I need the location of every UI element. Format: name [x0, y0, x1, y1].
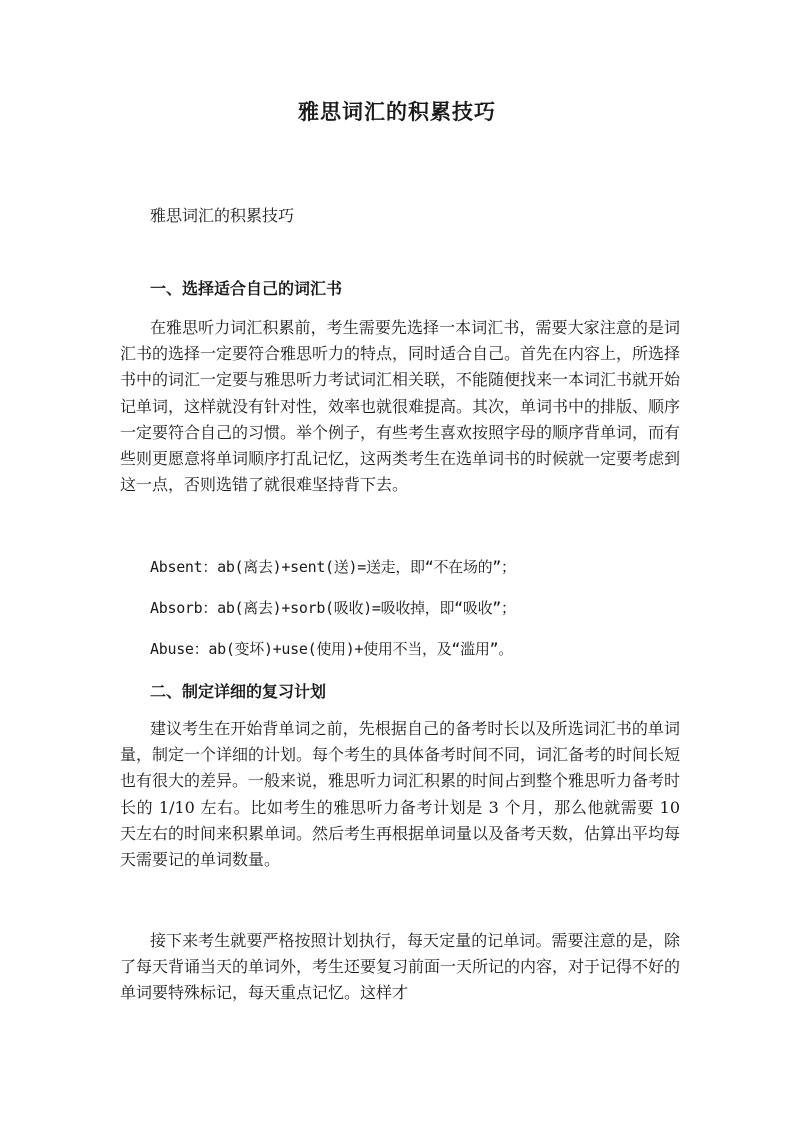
- section-heading-1: 一、选择适合自己的词汇书: [150, 279, 343, 298]
- section-2-paragraph-1: 建议考生在开始背单词之前，先根据自己的备考时长以及所选词汇书的单词量，制定一个详细的计划。每个考生的具体备考时间不同，词汇备考的时间长短也有很大的差异。一般来说，雅思听力词汇积累的时间占到整个雅思听力备考时长的 1/10 左右。比如考生的雅思听力备考计划是 3 个月，那么他就需要 10 天左右的时间来积累单词。然后考生再根据单词量以及备考天数，估算出平均每天需要记的单词数量。: [120, 719, 681, 870]
- example-abuse: Abuse：ab(变坏)+use(使用)+使用不当，及“滥用”。: [150, 640, 513, 658]
- document-subtitle: 雅思词汇的积累技巧: [150, 206, 295, 225]
- example-absent: Absent：ab(离去)+sent(送)=送走，即“不在场的”；: [150, 558, 516, 576]
- section-2-paragraph-2: 接下来考生就要严格按照计划执行，每天定量的记单词。需要注意的是，除了每天背诵当天的单词外，考生还要复习前面一天所记的内容，对于记得不好的单词要特殊标记，每天重点记忆。这样才: [120, 931, 681, 1003]
- section-1-paragraph-1: 在雅思听力词汇积累前，考生需要先选择一本词汇书，需要大家注意的是词汇书的选择一定要符合雅思听力的特点，同时适合自己。首先在内容上，所选择书中的词汇一定要与雅思听力考试词汇相关联，不能随便找来一本词汇书就开始记单词，这样就没有针对性，效率也就很难提高。其次，单词书中的排版、顺序一定要符合自己的习惯。举个例子，有些考生喜欢按照字母的顺序背单词，而有些则更愿意将单词顺序打乱记忆，这两类考生在选单词书的时候就一定要考虑到这一点，否则选错了就很难坚持背下去。: [120, 318, 681, 495]
- example-absorb: Absorb：ab(离去)+sorb(吸收)=吸收掉，即“吸收”；: [150, 599, 516, 617]
- document-title: 雅思词汇的积累技巧: [298, 99, 496, 124]
- section-heading-2: 二、制定详细的复习计划: [150, 682, 327, 701]
